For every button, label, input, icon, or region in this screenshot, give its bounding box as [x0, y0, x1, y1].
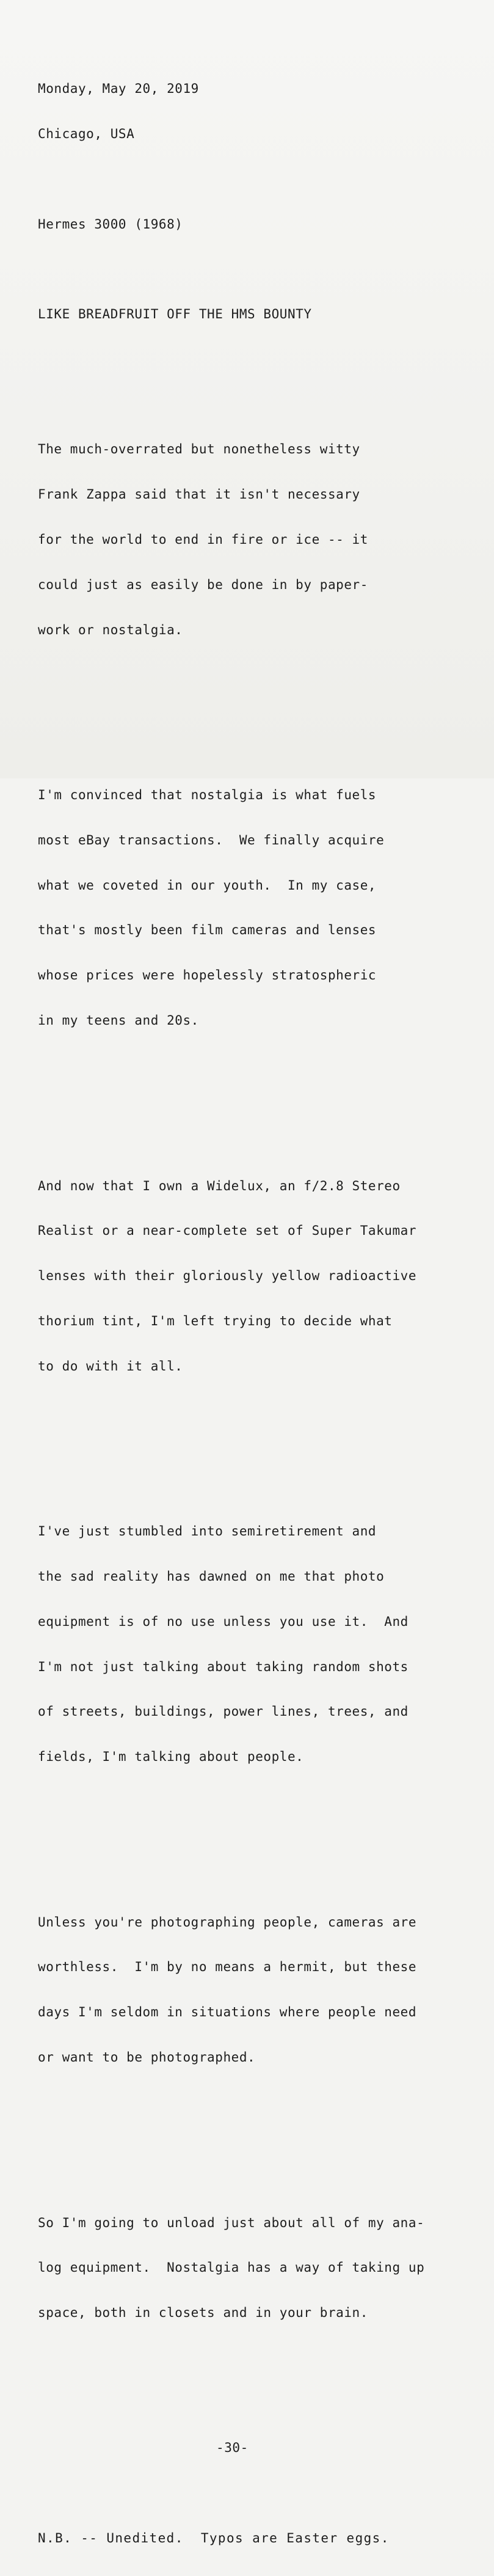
typewriter-model-line: Hermes 3000 (1968): [38, 216, 183, 232]
paragraph-5: [38, 1884, 490, 2095]
paragraph-line: lenses with their gloriously yellow radioactive: [38, 1268, 417, 1284]
paragraph-line: fields, I'm talking about people.: [38, 1749, 304, 1765]
paragraph-line: the sad reality has dawned on me that photo: [38, 1568, 385, 1584]
spacer: [38, 1434, 490, 1449]
footnote: N.B. -- Unedited. Typos are Easter eggs.: [38, 2530, 390, 2545]
spacer: [38, 352, 490, 367]
spacer: [38, 698, 490, 713]
spacer: [38, 2380, 490, 2396]
paragraph-line: I'm convinced that nostalgia is what fuels: [38, 788, 377, 803]
paragraph-line: of streets, buildings, power lines, trees, and: [38, 1704, 409, 1719]
typed-text-block: [38, 51, 490, 2576]
paragraph-line: And now that I own a Widelux, an f/2.8 Stereo: [38, 1178, 401, 1193]
spacer: [38, 2486, 490, 2501]
paragraph-line: equipment is of no use unless you use it. And: [38, 1614, 409, 1629]
paragraph-line: I'm not just talking about taking random shots: [38, 1659, 409, 1674]
paragraph-line: that's mostly been film cameras and lenses: [38, 923, 377, 938]
paragraph-line: So I'm going to unload just about all of my ana-: [38, 2215, 425, 2230]
date-line: Monday, May 20, 2019: [38, 81, 199, 97]
paragraph-line: I've just stumbled into semiretirement and: [38, 1524, 377, 1539]
paragraph-line: in my teens and 20s.: [38, 1013, 199, 1028]
paragraph-line: could just as easily be done in by paper-: [38, 577, 368, 592]
paragraph-line: log equipment. Nostalgia has a way of taking up: [38, 2260, 425, 2275]
spacer: [38, 1088, 490, 1103]
paragraph-2: [38, 758, 490, 1058]
paragraph-line: what we coveted in our youth. In my case,: [38, 877, 377, 893]
spacer: [38, 2125, 490, 2140]
paragraph-4: [38, 1494, 490, 1795]
spacer: [38, 1824, 490, 1840]
place-line: Chicago, USA: [38, 126, 135, 141]
end-mark: -30-: [216, 2440, 249, 2456]
paragraph-line: thorium tint, I'm left trying to decide what: [38, 1313, 393, 1328]
spacer: [38, 172, 490, 187]
paragraph-6: [38, 2185, 490, 2351]
paragraph-line: The much-overrated but nonetheless witty: [38, 442, 360, 457]
paragraph-line: worthless. I'm by no means a hermit, but these: [38, 1959, 417, 1975]
page-title: LIKE BREADFRUIT OFF THE HMS BOUNTY: [38, 307, 312, 322]
paragraph-line: to do with it all.: [38, 1358, 183, 1374]
paragraph-1: [38, 412, 490, 667]
paragraph-line: days I'm seldom in situations where people need: [38, 2005, 417, 2020]
paragraph-line: work or nostalgia.: [38, 622, 183, 637]
paragraph-line: Frank Zappa said that it isn't necessary: [38, 487, 360, 502]
paragraph-line: space, both in closets and in your brain.: [38, 2305, 368, 2321]
paragraph-line: whose prices were hopelessly stratospheric: [38, 968, 377, 983]
paragraph-3: [38, 1148, 490, 1403]
paragraph-line: Unless you're photographing people, cameras are: [38, 1914, 417, 1930]
paragraph-line: for the world to end in fire or ice -- it: [38, 532, 368, 547]
paragraph-line: Realist or a near-complete set of Super Takumar: [38, 1223, 417, 1239]
paragraph-line: or want to be photographed.: [38, 2049, 256, 2065]
paragraph-line: most eBay transactions. We finally acquire: [38, 832, 385, 847]
spacer: [38, 262, 490, 277]
